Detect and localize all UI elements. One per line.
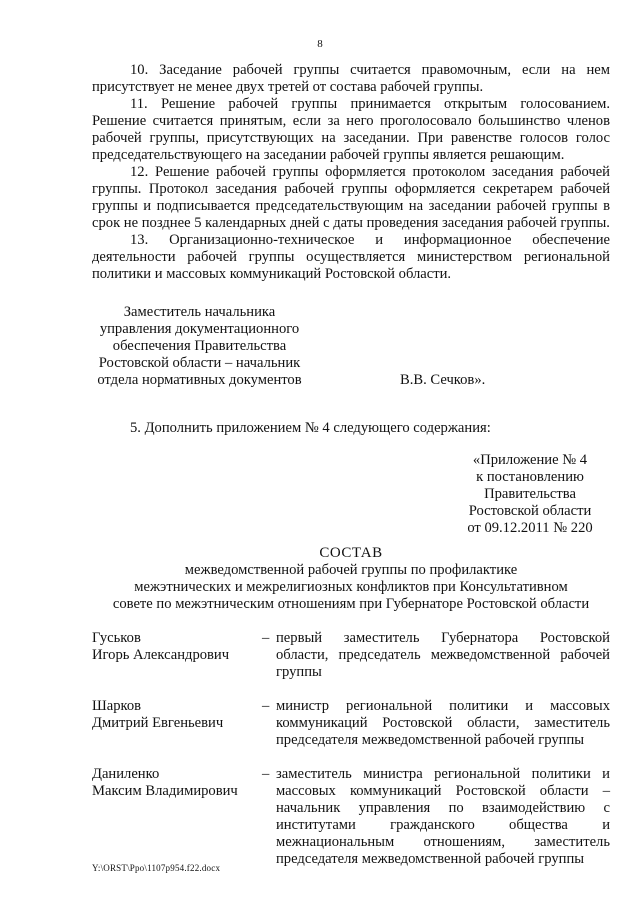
appendix-line: к постановлению [476,469,584,485]
paragraph-11: 11. Решение рабочей группы принимается открытым голосованием. Решение считается принятым, если за него проголосовало большинство членов рабочей группы, присутствующих на заседании. При равенстве голосов голос председательствующего на заседании рабочей группы является решающим. [92,96,610,163]
composition-subtitle-line: совете по межэтническим отношениям при Губернаторе Ростовской области [112,596,590,612]
members-list [92,630,610,885]
appendix-line: Ростовской области [468,503,592,519]
signature-position-line: Ростовской области – начальник [98,355,301,371]
member-name [92,766,262,868]
member-row [92,630,610,681]
member-row [92,698,610,749]
composition-subtitle-line: межведомственной рабочей группы по профилактике [184,562,518,578]
member-name [92,630,262,681]
signature-position-line: обеспечения Правительства [112,338,287,354]
member-row [92,766,610,868]
appendix-header [450,452,610,537]
member-surname: Шарков [92,698,142,714]
page-number: 8 [317,38,323,50]
composition-title-block [92,545,610,613]
signature-position-line: управления документационного [99,321,300,337]
member-dash: – [262,766,270,782]
paragraph-12: 12. Решение рабочей группы оформляется протоколом заседания рабочей группы. Протокол заседания рабочей группы оформляется секретарем рабочей группы и подписывается председательствующим на заседании рабочей группы в срок не позднее 5 календарных дней с даты проведения заседания рабочей группы. [92,164,610,231]
member-surname: Гуськов [92,630,141,646]
paragraph-10: 10. Заседание рабочей группы считается правомочным, если на нем присутствует не менее двух третей от состава рабочей группы. [92,62,610,95]
supplement-instruction: 5. Дополнить приложением № 4 следующего содержания: [130,420,491,436]
appendix-line: «Приложение № 4 [472,452,588,468]
footer-file-path: Y:\ORST\Ppo\1107p954.f22.docx [92,863,221,873]
composition-subtitle-line: межэтнических и межрелигиозных конфликтов при Консультативном [134,579,568,595]
composition-title: СОСТАВ [319,545,383,561]
body-paragraphs [92,62,610,283]
member-role: министр региональной политики и массовых коммуникаций Ростовской области, заместитель председателя межведомственной рабочей группы [276,698,610,748]
member-given-name: Игорь Александрович [92,647,230,663]
member-dash: – [262,698,270,714]
member-given-name: Максим Владимирович [92,783,238,799]
member-role: заместитель министра региональной политики и массовых коммуникаций Ростовской области – начальник управления по взаимодействию с институтами гражданского общества и межнациональным отношениям, заместитель председателя межведомственной рабочей группы [276,766,610,867]
member-surname: Даниленко [92,766,160,782]
member-given-name: Дмитрий Евгеньевич [92,715,224,731]
signature-position [92,304,307,389]
signature-position-line: Заместитель начальника [123,304,276,320]
appendix-line: от 09.12.2011 № 220 [467,520,593,536]
signature-position-line: отдела нормативных документов [97,372,302,388]
member-name [92,698,262,749]
signature-block [92,304,610,389]
signature-name: В.В. Сечков». [400,372,486,388]
member-dash: – [262,630,270,646]
paragraph-13: 13. Организационно-техническое и информационное обеспечение деятельности рабочей группы осуществляется министерством региональной политики и массовых коммуникаций Ростовской области. [92,232,610,282]
member-role: первый заместитель Губернатора Ростовской области, председатель межведомственной рабочей группы [276,630,610,680]
appendix-line: Правительства [484,486,576,502]
